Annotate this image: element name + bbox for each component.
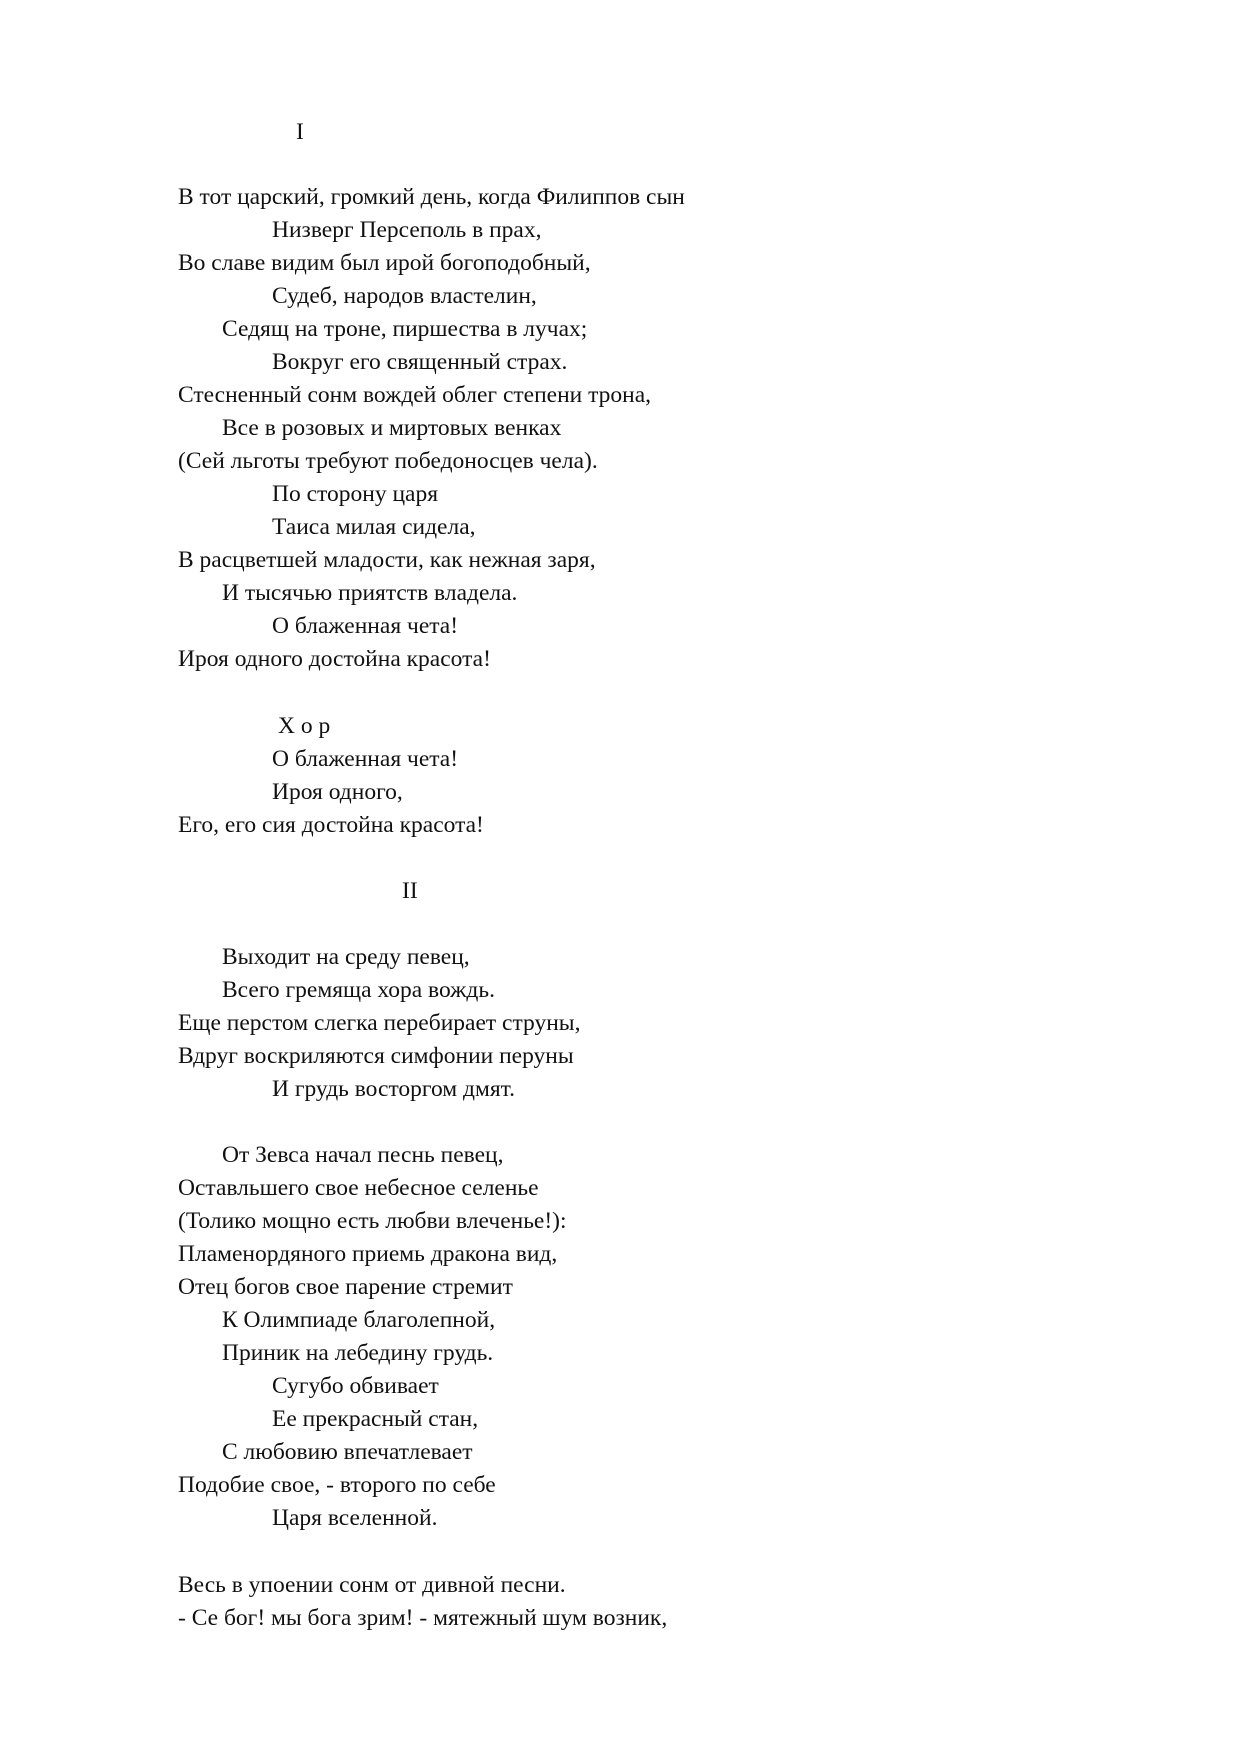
verse-line: Оставльшего свое небесное селенье — [178, 1175, 539, 1201]
chorus-label: Х о р — [278, 713, 331, 739]
verse-line: К Олимпиаде благолепной, — [222, 1307, 496, 1333]
verse-line: Вдруг воскриляются симфонии перуны — [178, 1043, 574, 1069]
section-heading-1: I — [296, 119, 304, 145]
verse-line: Еще перстом слегка перебирает струны, — [178, 1010, 581, 1036]
verse-line: Всего гремяща хора вождь. — [222, 977, 495, 1003]
verse-line: Сугубо обвивает — [272, 1373, 439, 1399]
verse-line: Вокруг его священный страх. — [272, 349, 568, 375]
verse-line: - Се бог! мы бога зрим! - мятежный шум возник, — [178, 1605, 668, 1631]
verse-line: По сторону царя — [272, 481, 439, 507]
verse-line: Подобие свое, - второго по себе — [178, 1472, 496, 1498]
verse-line: И грудь восторгом дмят. — [272, 1076, 516, 1102]
verse-line: Судеб, народов властелин, — [272, 283, 537, 309]
verse-line: Царя вселенной. — [272, 1505, 438, 1531]
verse-line: От Зевса начал песнь певец, — [222, 1142, 504, 1168]
verse-line: В расцветшей младости, как нежная заря, — [178, 547, 596, 573]
verse-line: О блаженная чета! — [272, 613, 459, 639]
section-heading-2: II — [402, 878, 418, 904]
verse-line: Ироя одного достойна красота! — [178, 646, 491, 672]
verse-line: Отец богов свое парение стремит — [178, 1274, 513, 1300]
verse-line: Ироя одного, — [272, 779, 403, 805]
verse-line: И тысячью приятств владела. — [222, 580, 518, 606]
verse-line: (Толико мощно есть любви влеченье!): — [178, 1208, 567, 1234]
verse-line: Стесненный сонм вождей облег степени трона, — [178, 382, 652, 408]
verse-line: Весь в упоении сонм от дивной песни. — [178, 1572, 566, 1598]
verse-line: Приник на лебедину грудь. — [222, 1340, 494, 1366]
verse-line: (Сей льготы требуют победоносцев чела). — [178, 448, 598, 474]
verse-line: Во славе видим был ирой богоподобный, — [178, 250, 591, 276]
verse-line: Таиса милая сидела, — [272, 514, 476, 540]
verse-line: Низверг Персеполь в прах, — [272, 217, 542, 243]
verse-line: О блаженная чета! — [272, 746, 459, 772]
verse-line: Его, его сия достойна красота! — [178, 812, 484, 838]
verse-line: Седящ на троне, пиршества в лучах; — [222, 316, 588, 342]
verse-line: В тот царский, громкий день, когда Филиппов сын — [178, 184, 685, 210]
verse-line: Пламенордяного приемь дракона вид, — [178, 1241, 558, 1267]
verse-line: Выходит на среду певец, — [222, 944, 470, 970]
verse-line: С любовию впечатлевает — [222, 1439, 473, 1465]
verse-line: Ее прекрасный стан, — [272, 1406, 479, 1432]
verse-line: Все в розовых и миртовых венках — [222, 415, 562, 441]
